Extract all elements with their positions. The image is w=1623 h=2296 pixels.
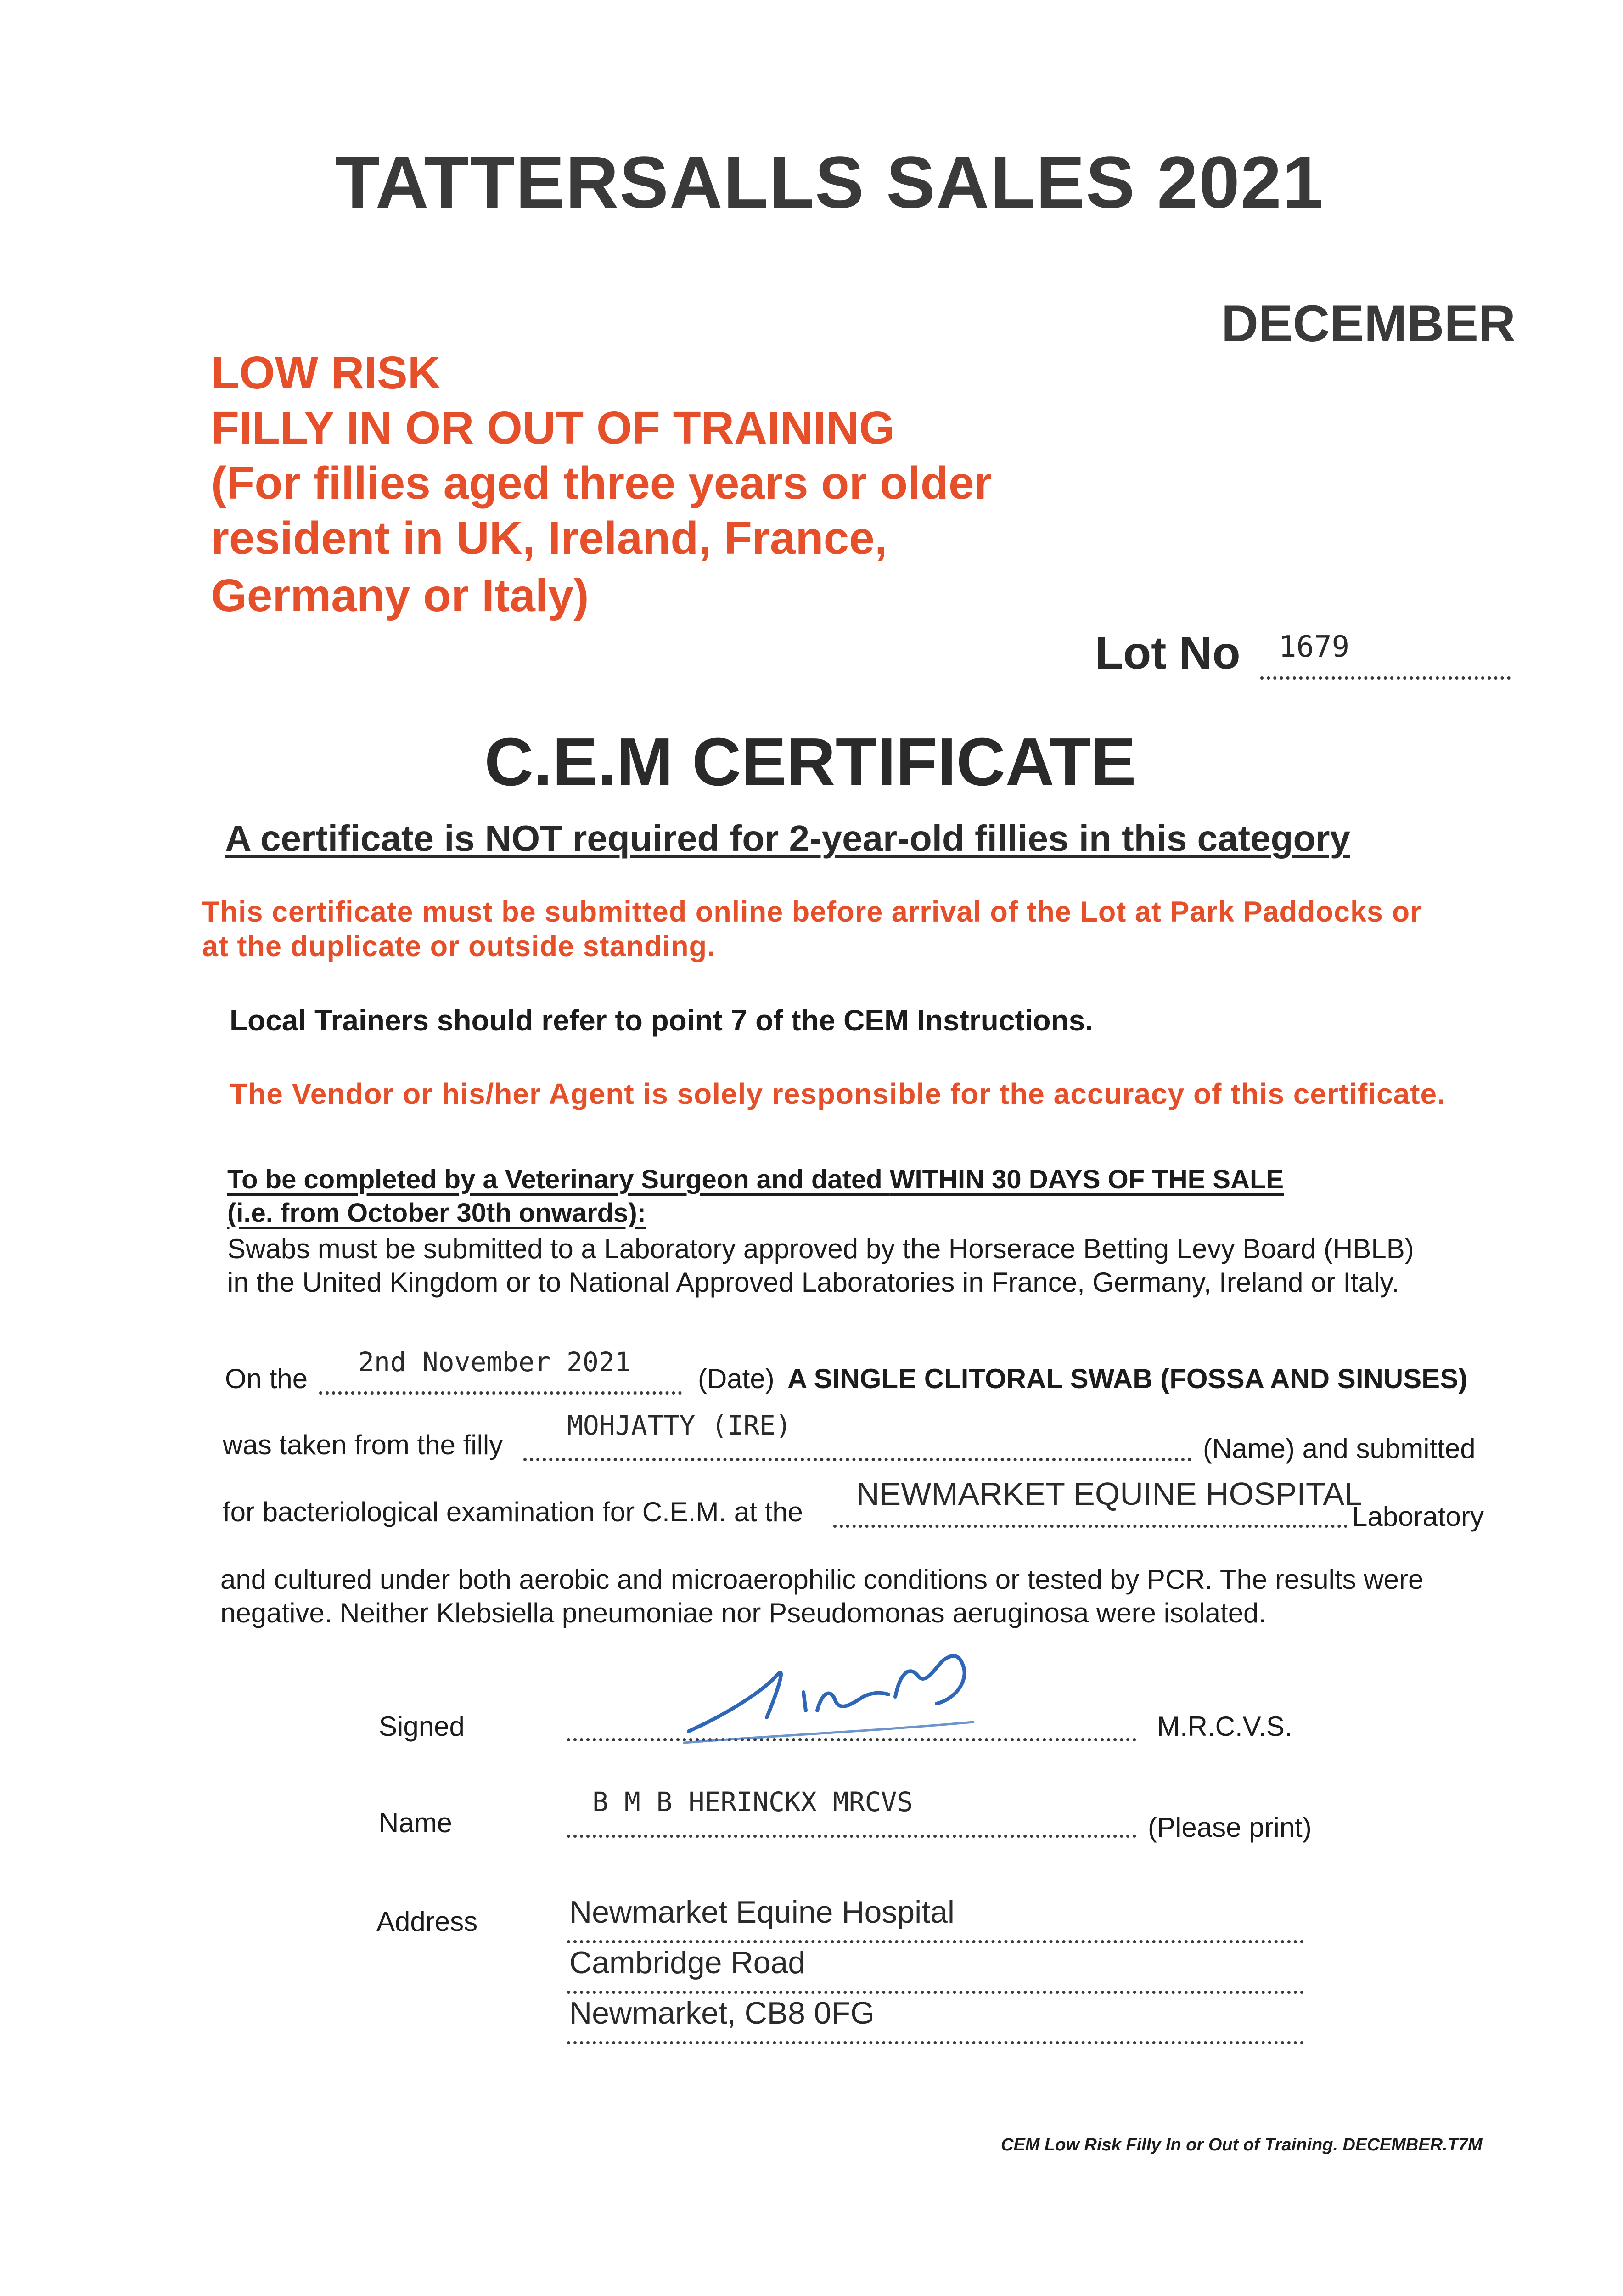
address-line-1-field[interactable] — [567, 1894, 1304, 1943]
name-print-label: Name — [379, 1807, 453, 1838]
swab-type: A SINGLE CLITORAL SWAB (FOSSA AND SINUSES) — [787, 1363, 1468, 1394]
category-line: LOW RISK — [211, 347, 441, 399]
vendor-responsibility: The Vendor or his/her Agent is solely responsible for the accuracy of this certificate. — [230, 1077, 1446, 1110]
address-line-2: Cambridge Road — [569, 1945, 806, 1980]
name-label: (Name) and submitted — [1203, 1433, 1476, 1464]
taken-from-label: was taken from the filly — [223, 1429, 503, 1460]
vet-heading-text: To be completed by a Veterinary Surgeon and dated — [227, 1165, 890, 1194]
filly-name-field[interactable] — [523, 1410, 1191, 1461]
date-value: 2nd November 2021 — [358, 1346, 631, 1378]
form-reference: CEM Low Risk Filly In or Out of Training. DECEMBER.T7M — [1001, 2135, 1483, 2155]
address-line-3: Newmarket, CB8 0FG — [569, 1996, 875, 2031]
lot-number-field[interactable] — [1260, 630, 1511, 680]
signature-mark — [680, 1642, 1010, 1747]
laboratory-field[interactable] — [833, 1476, 1363, 1528]
vet-heading — [227, 1164, 1284, 1195]
submit-instruction: at the duplicate or outside standing. — [202, 930, 716, 962]
vet-name-field[interactable] — [567, 1786, 1136, 1838]
category-line: (For fillies aged three years or older — [211, 457, 992, 509]
address-line-3-field[interactable] — [567, 1995, 1304, 2044]
address-line-2-field[interactable] — [567, 1945, 1304, 1994]
result-statement: and cultured under both aerobic and microaerophilic conditions or tested by PCR. The results were — [220, 1564, 1424, 1595]
please-print-hint: (Please print) — [1148, 1812, 1312, 1843]
vet-heading-deadline: WITHIN 30 DAYS OF THE SALE — [889, 1165, 1284, 1194]
on-the-label: On the — [225, 1363, 308, 1394]
qualification-label: M.R.C.V.S. — [1157, 1711, 1292, 1742]
lot-number-value: 1679 — [1279, 630, 1350, 664]
result-statement: negative. Neither Klebsiella pneumoniae nor Pseudomonas aeruginosa were isolated. — [220, 1598, 1267, 1628]
laboratory-value: NEWMARKET EQUINE HOSPITAL — [856, 1476, 1363, 1512]
signed-label: Signed — [379, 1711, 465, 1742]
local-trainers-note: Local Trainers should refer to point 7 of the CEM Instructions. — [230, 1004, 1094, 1037]
address-line-1: Newmarket Equine Hospital — [569, 1895, 955, 1930]
category-line: Germany or Italy) — [211, 570, 589, 621]
lot-label: Lot No — [1095, 627, 1241, 679]
address-label: Address — [376, 1906, 478, 1937]
filly-name-value: MOHJATTY (IRE) — [567, 1410, 792, 1441]
sale-name: DECEMBER — [1221, 295, 1516, 352]
certificate-title: C.E.M CERTIFICATE — [484, 724, 1136, 800]
vet-name-value: B M B HERINCKX MRCVS — [592, 1786, 913, 1818]
laboratory-label: Laboratory — [1352, 1501, 1484, 1532]
vet-heading-date-range: (i.e. from October 30th onwards): — [227, 1198, 646, 1228]
page-title: TATTERSALLS SALES 2021 — [335, 141, 1324, 223]
category-line: FILLY IN OR OUT OF TRAINING — [211, 402, 895, 454]
swab-requirement: in the United Kingdom or to National Approved Laboratories in France, Germany, Ireland or Italy. — [227, 1267, 1399, 1298]
date-field[interactable] — [319, 1346, 682, 1395]
category-line: resident in UK, Ireland, France, — [211, 512, 887, 564]
exam-label: for bacteriological examination for C.E.M. at the — [223, 1497, 803, 1527]
certificate-notice: A certificate is NOT required for 2-year-old fillies in this category — [225, 818, 1351, 859]
swab-requirement: Swabs must be submitted to a Laboratory approved by the Horserace Betting Levy Board (HBLB) — [227, 1233, 1414, 1264]
submit-instruction: This certificate must be submitted online before arrival of the Lot at Park Paddocks or — [202, 896, 1422, 928]
date-label: (Date) — [698, 1363, 775, 1394]
